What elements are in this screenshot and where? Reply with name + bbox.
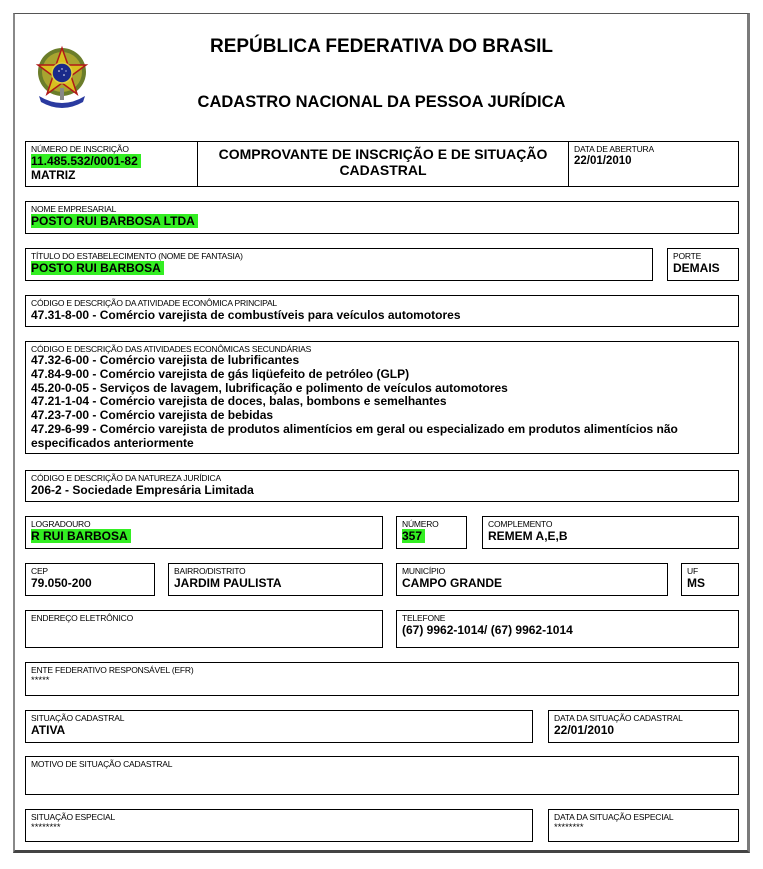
motivo-situacao-label: MOTIVO DE SITUAÇÃO CADASTRAL — [31, 759, 173, 769]
atividade-secundaria-item: 45.20-0-05 - Serviços de lavagem, lubrificação e polimento de veículos automotores — [31, 380, 508, 395]
uf-box — [681, 563, 739, 596]
data-abertura-value: 22/01/2010 — [574, 155, 632, 167]
uf-value: MS — [687, 576, 705, 590]
data-situacao-cadastral-box — [548, 710, 739, 743]
cnpj-value: 11.485.532/0001-82 — [31, 154, 141, 168]
tipo-estabelecimento: MATRIZ — [31, 168, 76, 182]
data-situacao-cadastral-value: 22/01/2010 — [554, 723, 615, 737]
nome-empresarial-value: POSTO RUI BARBOSA LTDA — [31, 214, 198, 228]
municipio-box — [396, 563, 668, 596]
motivo-situacao-box — [25, 756, 739, 795]
atividade-principal-value: 47.31-8-00 - Comércio varejista de combustíveis para veículos automotores — [31, 308, 461, 322]
data-situacao-cadastral-label: DATA DA SITUAÇÃO CADASTRAL — [554, 713, 683, 723]
numero-inscricao-label: NÚMERO DE INSCRIÇÃO — [31, 144, 129, 154]
data-abertura-box — [568, 141, 739, 187]
atividade-principal-box — [25, 295, 739, 327]
situacao-especial-box — [25, 809, 533, 842]
data-situacao-especial-label: DATA DA SITUAÇÃO ESPECIAL — [554, 812, 674, 822]
municipio-value: CAMPO GRANDE — [402, 576, 503, 590]
endereco-eletronico-label: ENDEREÇO ELETRÔNICO — [31, 613, 133, 623]
bairro-value: JARDIM PAULISTA — [174, 576, 282, 590]
complemento-value: REMEM A,E,B — [488, 529, 568, 543]
atividade-secundaria-item: 47.84-9-00 - Comércio varejista de gás liqüefeito de petróleo (GLP) — [31, 366, 410, 381]
atividade-principal-label: CÓDIGO E DESCRIÇÃO DA ATIVIDADE ECONÔMICA PRINCIPAL — [31, 298, 277, 308]
atividade-secundaria-item: 47.32-6-00 - Comércio varejista de lubrificantes — [31, 353, 300, 367]
page-title: REPÚBLICA FEDERATIVA DO BRASIL — [209, 36, 554, 57]
data-abertura-label: DATA DE ABERTURA — [574, 144, 654, 154]
logradouro-value: R RUI BARBOSA — [31, 529, 131, 543]
natureza-juridica-label: CÓDIGO E DESCRIÇÃO DA NATUREZA JURÍDICA — [31, 473, 221, 483]
comprovante-title-line1: COMPROVANTE DE INSCRIÇÃO E DE SITUAÇÃO — [218, 146, 548, 162]
situacao-especial-label: SITUAÇÃO ESPECIAL — [31, 812, 115, 822]
natureza-juridica-box — [25, 470, 739, 502]
efr-value: ***** — [31, 675, 50, 686]
cep-box — [25, 563, 155, 596]
titulo-estabelecimento-value: POSTO RUI BARBOSA — [31, 261, 164, 275]
efr-label: ENTE FEDERATIVO RESPONSÁVEL (EFR) — [31, 665, 194, 675]
complemento-label: COMPLEMENTO — [488, 519, 553, 529]
situacao-especial-value: ******** — [31, 822, 61, 833]
titulo-estabelecimento-box — [25, 248, 653, 281]
efr-box — [25, 662, 739, 696]
atividade-secundaria-item: 47.23-7-00 - Comércio varejista de bebidas — [31, 408, 274, 423]
cep-label: CEP — [31, 566, 48, 576]
telefone-box — [396, 610, 739, 648]
titulo-estabelecimento-label: TÍTULO DO ESTABELECIMENTO (NOME DE FANTASIA) — [31, 251, 243, 261]
bairro-label: BAIRRO/DISTRITO — [174, 566, 246, 576]
cep-value: 79.050-200 — [31, 576, 92, 590]
uf-label: UF — [687, 566, 698, 576]
atividade-secundaria-item: 47.21-1-04 - Comércio varejista de doces, balas, bombons e semelhantes — [31, 394, 447, 409]
porte-box — [667, 248, 739, 281]
situacao-cadastral-box — [25, 710, 533, 743]
endereco-eletronico-box — [25, 610, 383, 648]
bairro-box — [168, 563, 383, 596]
nome-empresarial-box — [25, 201, 739, 234]
numero-label: NÚMERO — [402, 519, 439, 529]
page-subtitle: CADASTRO NACIONAL DA PESSOA JURÍDICA — [197, 93, 566, 111]
atividades-secundarias-label: CÓDIGO E DESCRIÇÃO DAS ATIVIDADES ECONÔMICAS SECUNDÁRIAS — [31, 344, 312, 354]
comprovante-title-line2: CADASTRAL — [339, 162, 427, 178]
data-situacao-especial-box — [548, 809, 739, 842]
situacao-cadastral-label: SITUAÇÃO CADASTRAL — [31, 713, 125, 723]
telefone-label: TELEFONE — [402, 613, 446, 623]
natureza-juridica-value: 206-2 - Sociedade Empresária Limitada — [31, 483, 254, 497]
situacao-cadastral-value: ATIVA — [31, 723, 66, 737]
numero-inscricao-box — [25, 141, 198, 187]
telefone-value: (67) 9962-1014/ (67) 9962-1014 — [402, 623, 573, 637]
comprovante-title-box — [197, 141, 569, 187]
numero-box — [396, 516, 467, 549]
data-situacao-especial-value: ******** — [554, 822, 584, 833]
complemento-box — [482, 516, 739, 549]
logradouro-box — [25, 516, 383, 549]
nome-empresarial-label: NOME EMPRESARIAL — [31, 204, 117, 214]
numero-value: 357 — [402, 529, 425, 543]
atividades-secundarias-box — [25, 341, 739, 454]
logradouro-label: LOGRADOURO — [31, 519, 91, 529]
porte-value: DEMAIS — [673, 261, 720, 275]
municipio-label: MUNICÍPIO — [402, 566, 446, 576]
porte-label: PORTE — [673, 251, 702, 261]
atividade-secundaria-item: 47.29-6-99 - Comércio varejista de produtos alimentícios em geral ou especializado em produtos alimentícios não especificados anteriormente — [31, 421, 678, 450]
